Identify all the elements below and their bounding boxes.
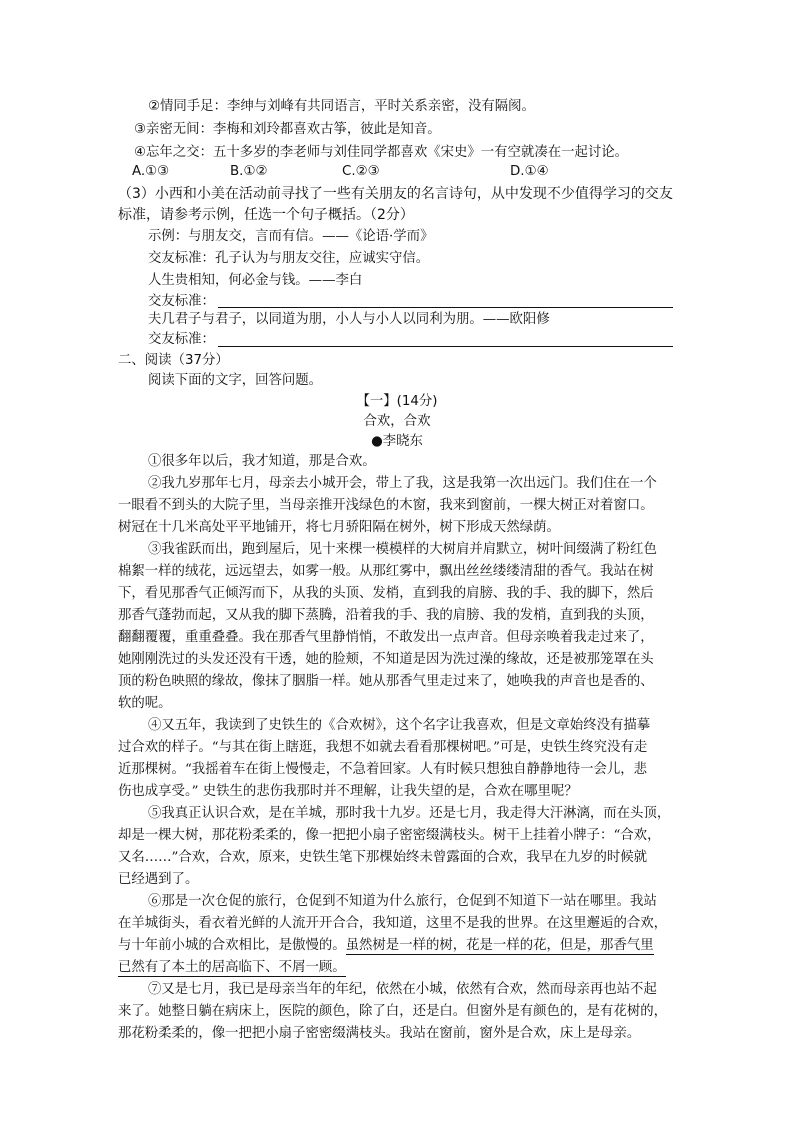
option-d[interactable]: D.①④: [510, 164, 549, 179]
paragraph-3-line: 那香气蓬勃而起，又从我的脚下蒸腾，沿着我的手、我的肩膀、我的发梢，直到我的头顶，: [118, 608, 654, 623]
paragraph-4-line: 过合欢的样子。“与其在街上瞎逛，我想不如就去看看那棵树吧。”可是，史铁生终究没有走: [118, 740, 648, 755]
paragraph-5-line: 却是一棵大树，那花粉柔柔的，像一把把小扇子密密缀满枝头。树干上挂着小牌子：“合欢，: [118, 828, 661, 843]
quote-li-bai: 人生贵相知，何必金与钱。——李白: [148, 273, 363, 288]
paragraph-2-line: ②我九岁那年七月，母亲去小城开会，带上了我，这是我第一次出远门。我们住在一个: [148, 476, 657, 491]
part-label: 【一】(14分): [356, 394, 438, 409]
q2-item-4: ④忘年之交：五十多岁的李老师与刘佳同学都喜欢《宋史》一有空就凑在一起讨论。: [134, 145, 629, 160]
paragraph-6-line: 在羊城街头，看衣着光鲜的人流开开合合，我知道，这里不是我的世界。在这里邂逅的合欢，: [118, 916, 668, 931]
article-title: 合欢，合欢: [363, 414, 431, 429]
option-b[interactable]: B.①②: [230, 164, 268, 179]
paragraph-5-line: 已经遇到了。: [118, 872, 199, 887]
paragraph-1: ①很多年以后，我才知道，那是合欢。: [148, 454, 376, 469]
quote-ouyang-xiu: 夫几君子与君子，以同道为朋，小人与小人以同利为朋。——欧阳修: [148, 312, 550, 327]
answer-blank-1[interactable]: [218, 307, 673, 308]
paragraph-6-line: ⑥那是一次仓促的旅行，仓促到不知道为什么旅行，仓促到不知道下一站在哪里。我站: [148, 894, 657, 909]
option-a[interactable]: A.①③: [132, 164, 170, 179]
paragraph-3-line: 翻翻覆覆，重重叠叠。我在那香气里静悄悄，不敢发出一点声音。但母亲唤着我走过来了，: [118, 630, 654, 645]
paragraph-5-line: 又名……”合欢，合欢，原来，史铁生笔下那棵始终未曾露面的合欢，我早在九岁的时候就: [118, 850, 648, 865]
underlined-sentence-end: 已然有了本土的居高临下、不屑一顾。: [118, 960, 346, 975]
paragraph-2-line: 树冠在十几米高处平平地铺开，将七月骄阳隔在树外，树下形成天然绿荫。: [118, 520, 560, 535]
q2-item-2: ②情同手足：李绅与刘峰有共同语言，平时关系亲密，没有隔阂。: [148, 99, 535, 114]
paragraph-4-line: 近那棵树。“我摇着车在街上慢慢走，不急着回家。人有时候只想独自静静地待一会儿，悲: [118, 762, 648, 777]
paragraph-3-line: 棉絮一样的绒花，远远望去，如雾一般。从那红雾中，飘出丝丝缕缕清甜的香气。我站在树: [118, 564, 654, 579]
q2-item-3: ③亲密无间：李梅和刘玲都喜欢古筝，彼此是知音。: [134, 122, 441, 137]
option-c[interactable]: C.②③: [342, 164, 380, 179]
paragraph-3-line: 她刚刚洗过的头发还没有干透，她的脸颊，不知道是因为洗过澡的缘故，还是被那笼罩在头: [118, 652, 654, 667]
example-standard: 交友标准：孔子认为与朋友交往，应诚实守信。: [148, 251, 430, 266]
paragraph-5-line: ⑤我真正认识合欢，是在羊城，那时我十九岁。还是七月，我走得大汗淋漓，而在头顶，: [148, 806, 671, 821]
paragraph-2-line: 一眼看不到头的大院子里，当母亲推开浅绿色的木窗，我来到窗前，一棵大树正对着窗口。: [118, 498, 654, 513]
article-author: ●李晓东: [371, 434, 423, 449]
paragraph-3-line: 软的呢。: [118, 696, 172, 711]
paragraph-6-plain: 与十年前小城的合欢相比，是傲慢的。: [118, 938, 346, 953]
section-title: 二、阅读（37分）: [118, 353, 229, 368]
standard-label-1: 交友标准：: [148, 294, 215, 309]
q3-prompt-line-1: （3）小西和小美在活动前寻找了一些有关朋友的名言诗句，从中发现不少值得学习的交友: [118, 186, 673, 202]
underlined-sentence: 虽然树是一样的树，花是一样的花，但是，那香气里: [345, 938, 654, 953]
reading-instruction: 阅读下面的文字，回答问题。: [148, 373, 323, 388]
standard-label-2: 交友标准：: [148, 332, 215, 347]
paragraph-7-line: 那花粉柔柔的，像一把把小扇子密密缀满枝头。我站在窗前，窗外是合欢，床上是母亲。: [118, 1026, 641, 1041]
paragraph-7-line: ⑦又是七月，我已是母亲当年的年纪，依然在小城，依然有合欢，然而母亲再也站不起: [148, 982, 657, 997]
paragraph-6-line: [118, 936, 654, 956]
paragraph-7-line: 来了。她整日躺在病床上，医院的颜色，除了白，还是白。但窗外是有颜色的，是有花树的，: [118, 1004, 668, 1019]
paragraph-4-line: 伤也成享受。” 史铁生的悲伤我那时并不理解，让我失望的是，合欢在哪里呢？: [118, 784, 578, 799]
q3-prompt-line-2: 标准，请参考示例，任选一个句子概括。（2分）: [118, 207, 414, 223]
paragraph-3-line: 下，看见那香气正倾泻而下，从我的头顶、发梢，直到我的肩膀、我的手、我的脚下，然后: [118, 586, 654, 601]
paragraph-4-line: ④又五年，我读到了史铁生的《合欢树》，这个名字让我喜欢，但是文章始终没有描摹: [148, 718, 651, 733]
paragraph-3-line: 顶的粉色映照的缘故，像抹了胭脂一样。她从那香气里走过来了，她唤我的声音也是香的、: [118, 674, 654, 689]
answer-blank-2[interactable]: [218, 346, 673, 347]
example-quote: 示例：与朋友交，言而有信。——《论语·学而》: [148, 229, 434, 244]
paragraph-3-line: ③我雀跃而出，跑到屋后，见十来棵一模模样的大树肩并肩默立，树叶间缀满了粉红色: [148, 542, 657, 557]
paragraph-6-line: [118, 958, 346, 978]
